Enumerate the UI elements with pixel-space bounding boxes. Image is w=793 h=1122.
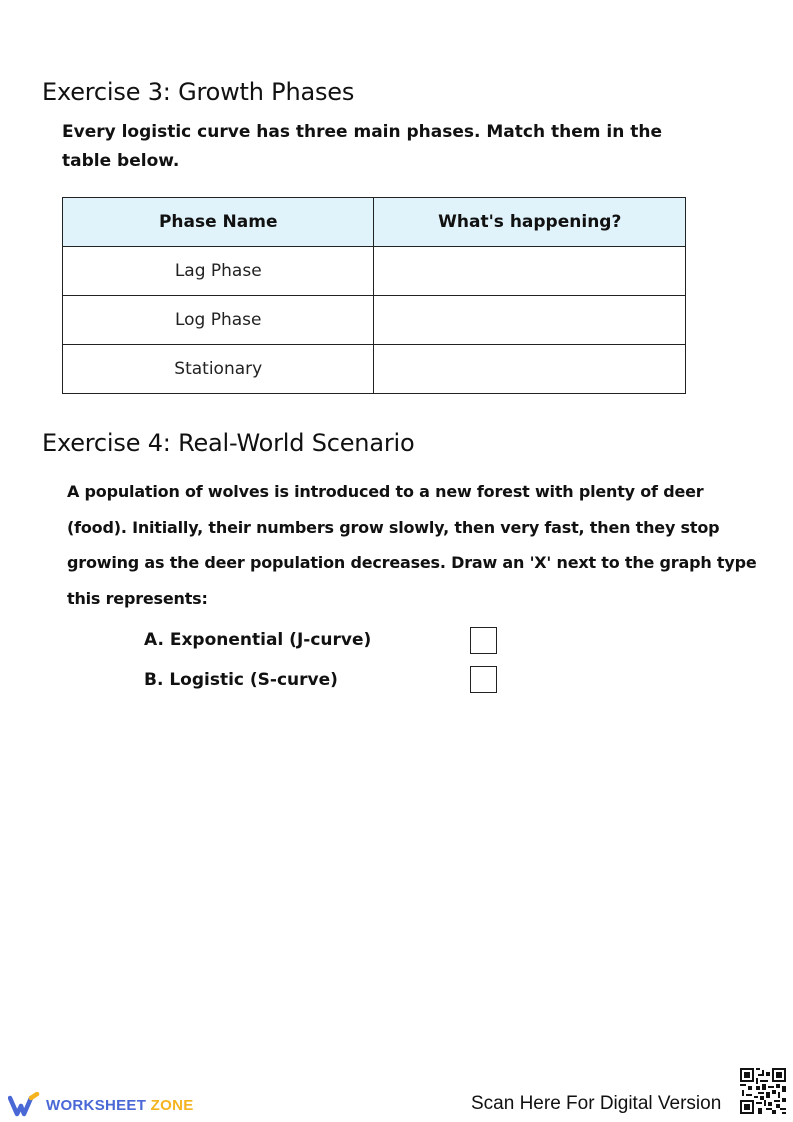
worksheet-zone-logo[interactable] [8, 1092, 194, 1118]
phase-name-cell: Stationary [63, 345, 374, 394]
table-row [63, 247, 686, 296]
option-b-checkbox[interactable] [470, 666, 497, 693]
exercise-3-title: Exercise 3: Growth Phases [42, 78, 355, 106]
exercise-3-intro: Every logistic curve has three main phases. Match them in the table below. [62, 122, 663, 171]
column-header-whats-happening: What's happening? [374, 198, 686, 247]
growth-phases-table [62, 197, 686, 394]
table-row [63, 345, 686, 394]
logo-word-zone: ZONE [150, 1096, 194, 1114]
logo-word-worksheet: WORKSHEET [46, 1096, 147, 1114]
option-a-label: A. Exponential (J-curve) [144, 630, 372, 650]
answer-cell[interactable] [374, 296, 686, 345]
option-a-checkbox[interactable] [470, 627, 497, 654]
exercise-4-title: Exercise 4: Real-World Scenario [42, 429, 415, 457]
table-header-row [63, 198, 686, 247]
qr-code-icon[interactable] [740, 1068, 786, 1114]
option-b-label: B. Logistic (S-curve) [144, 670, 338, 690]
worksheet-zone-logo-icon [8, 1092, 40, 1118]
phase-name-cell: Lag Phase [63, 247, 374, 296]
scan-here-text: Scan Here For Digital Version [471, 1093, 722, 1114]
exercise-4-scenario: A population of wolves is introduced to a new forest with plenty of deer (food). Initially, their numbers grow slowly, then very fast, then they stop growing as the deer population decreases. Draw an 'X' next to the graph type this represents: [67, 482, 757, 608]
phase-name-cell: Log Phase [63, 296, 374, 345]
column-header-phase-name: Phase Name [63, 198, 374, 247]
answer-cell[interactable] [374, 247, 686, 296]
table-row [63, 296, 686, 345]
answer-cell[interactable] [374, 345, 686, 394]
logo-text [46, 1097, 194, 1114]
